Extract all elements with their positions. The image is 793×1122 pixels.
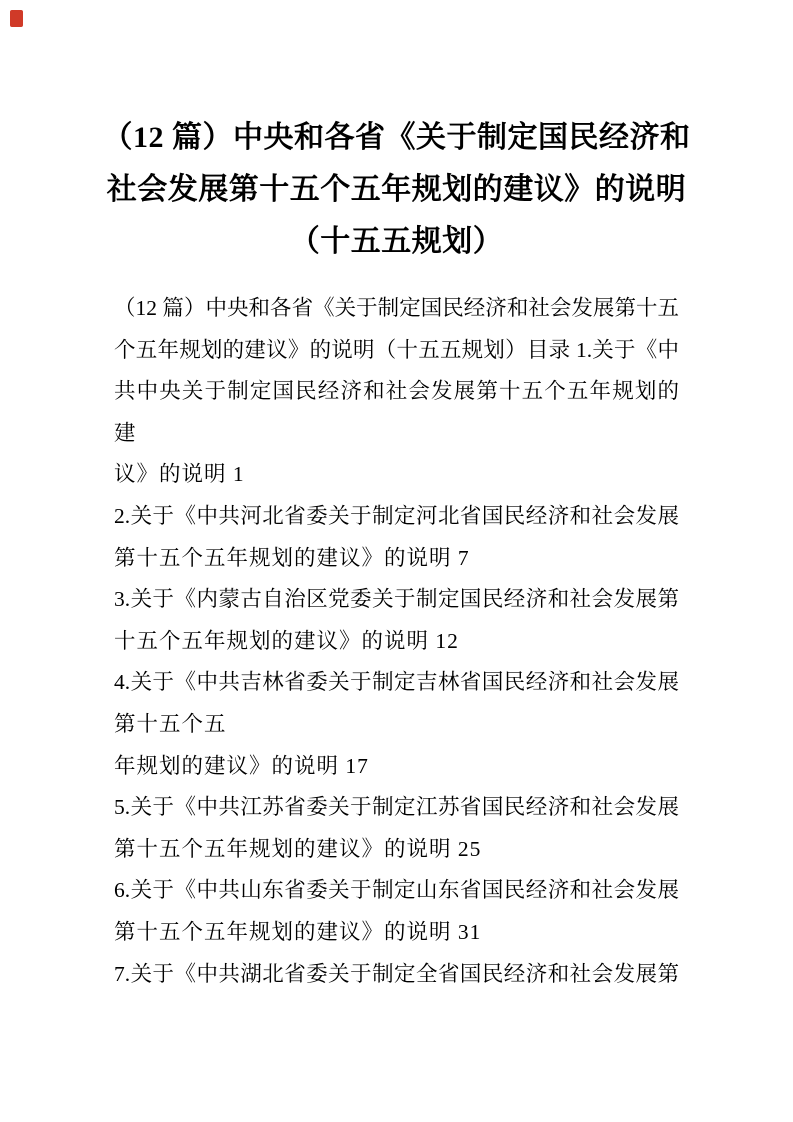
red-stamp-icon bbox=[10, 10, 23, 27]
body-line: 3.关于《内蒙古自治区党委关于制定国民经济和社会发展第 bbox=[114, 587, 679, 612]
body-line: 2.关于《中共河北省委关于制定河北省国民经济和社会发展 bbox=[114, 503, 679, 528]
body-line: 年规划的建议》的说明 17 bbox=[114, 753, 369, 778]
title-line: （十五五规划） bbox=[289, 225, 504, 258]
body-line: 个五年规划的建议》的说明（十五五规划）目录 1.关于《中 bbox=[114, 337, 679, 362]
body-line: 第十五个五年规划的建议》的说明 25 bbox=[114, 836, 482, 861]
body-line: 十五个五年规划的建议》的说明 12 bbox=[114, 628, 459, 653]
body-line: 第十五个五年规划的建议》的说明 7 bbox=[114, 545, 470, 570]
body-line: 6.关于《中共山东省委关于制定山东省国民经济和社会发展 bbox=[114, 878, 679, 903]
body-line: （12 篇）中央和各省《关于制定国民经济和社会发展第十五 bbox=[114, 296, 679, 320]
title-line: （12 篇）中央和各省《关于制定国民经济和 bbox=[102, 121, 691, 154]
body-line: 7.关于《中共湖北省委关于制定全省国民经济和社会发展第 bbox=[114, 961, 679, 986]
document-title bbox=[0, 112, 793, 268]
title-line: 社会发展第十五个五年规划的建议》的说明 bbox=[106, 173, 687, 206]
body-line: 4.关于《中共吉林省委关于制定吉林省国民经济和社会发展 bbox=[114, 670, 679, 695]
body-line: 建 bbox=[114, 420, 137, 445]
body-line: 第十五个五 bbox=[114, 711, 227, 736]
body-line: 第十五个五年规划的建议》的说明 31 bbox=[114, 919, 482, 944]
body-line: 议》的说明 1 bbox=[114, 462, 245, 487]
document-body bbox=[114, 288, 679, 995]
body-line: 共中央关于制定国民经济和社会发展第十五个五年规划的 bbox=[114, 379, 679, 404]
body-line: 5.关于《中共江苏省委关于制定江苏省国民经济和社会发展 bbox=[114, 795, 679, 820]
